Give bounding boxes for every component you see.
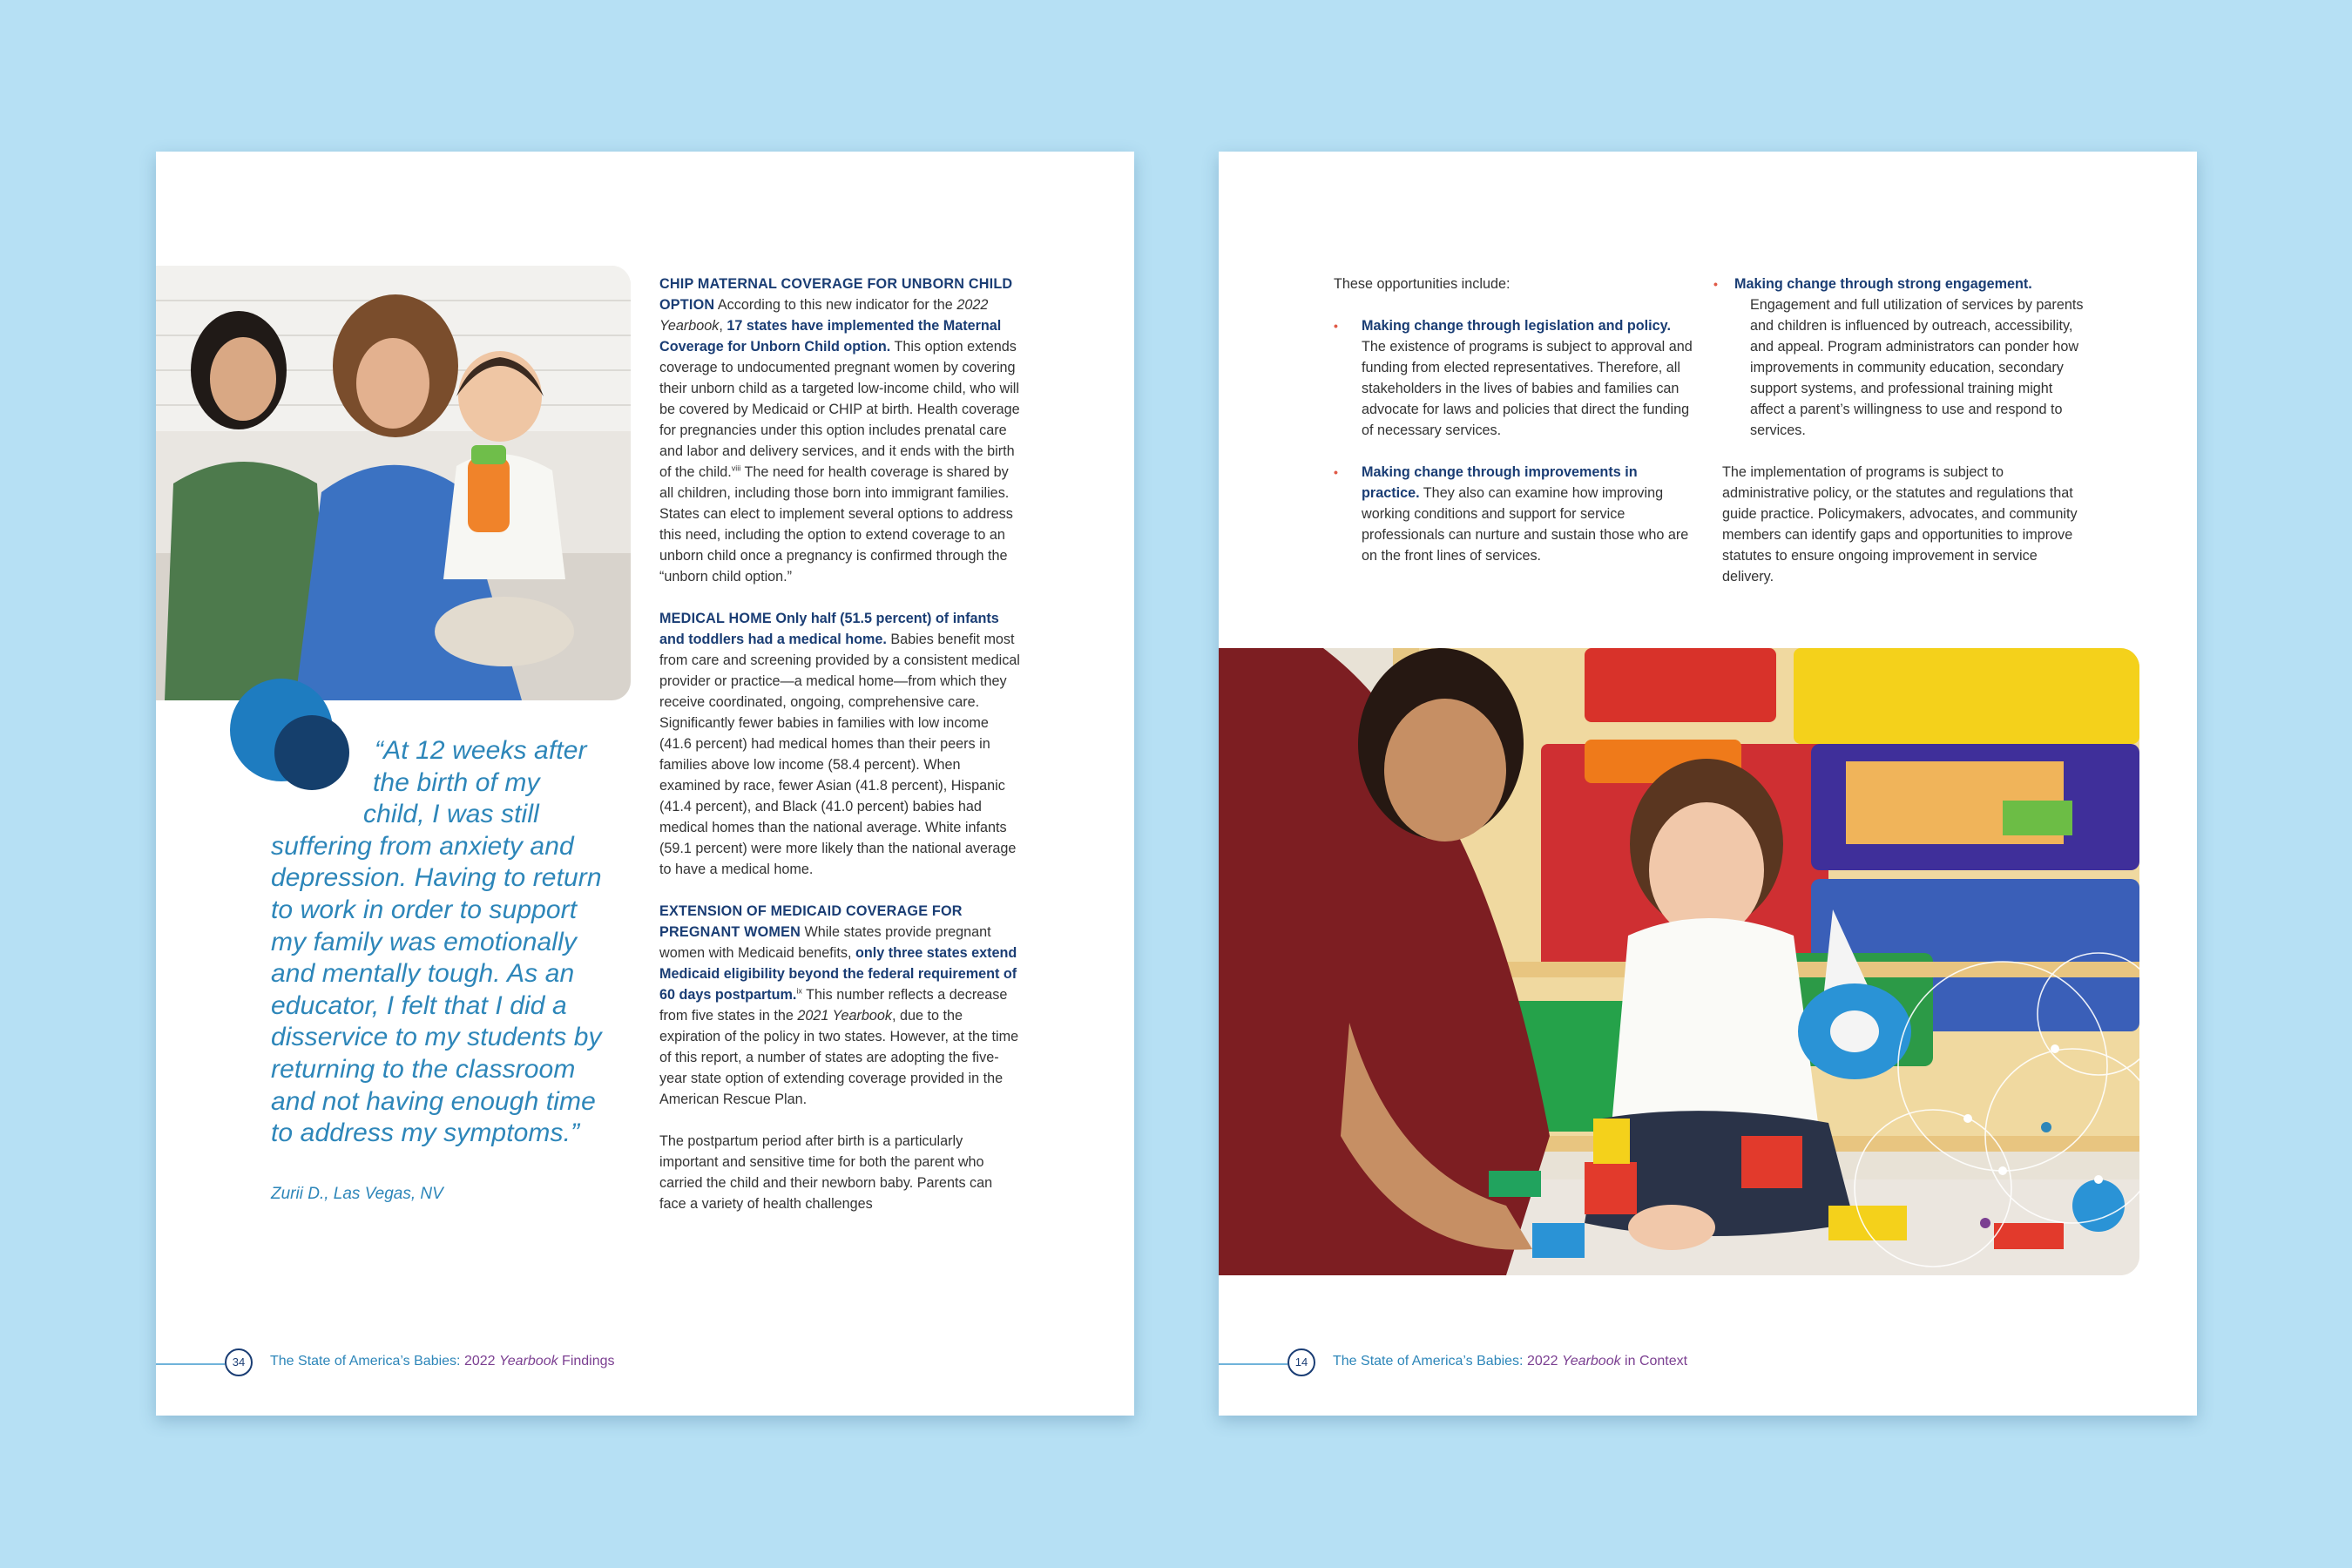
right-page bbox=[1219, 152, 2197, 1416]
list-item: • Making change through legislation and policy. The existence of programs is subject to approval and funding from elected representatives. Therefore, all stakeholders in the lives of babies and families can advocate for laws and policies that direct the funding of necessary services. bbox=[1334, 315, 1695, 441]
quote-attribution: Zurii D., Las Vegas, NV bbox=[271, 1185, 443, 1203]
quote-line: “At 12 weeks after bbox=[375, 736, 587, 765]
right-text-col-2 bbox=[1713, 274, 2084, 608]
pull-quote bbox=[271, 735, 645, 1150]
family-photo-image bbox=[156, 266, 631, 700]
quote-line: and mentally tough. As an bbox=[271, 959, 575, 989]
opportunity-list bbox=[1334, 315, 1695, 566]
list-item: • Making change through improvements in practice. They also can examine how improving working conditions and support for service professionals can nurture and sustain those who are on the front lines of services. bbox=[1334, 462, 1695, 566]
quote-line: my family was emotionally bbox=[271, 927, 577, 956]
play-photo bbox=[1219, 648, 2139, 1275]
footer-rule bbox=[156, 1363, 225, 1365]
page-footer bbox=[156, 1348, 1134, 1380]
quote-line: disservice to my students by bbox=[271, 1023, 602, 1052]
left-page bbox=[156, 152, 1134, 1416]
right-text-col-1 bbox=[1334, 274, 1695, 587]
footnote-marker: ix bbox=[796, 986, 802, 996]
footnote-marker: viii bbox=[731, 463, 741, 473]
family-photo bbox=[156, 266, 631, 700]
chip-heading: CHIP MATERNAL COVERAGE FOR UNBORN CHILD OPTION bbox=[659, 276, 1013, 313]
quote-line: suffering from anxiety and bbox=[271, 831, 574, 861]
opportunity-list-cont bbox=[1713, 274, 2084, 441]
quote-line: educator, I felt that I did a bbox=[271, 990, 567, 1020]
bullet-icon: • bbox=[1713, 277, 1718, 291]
page-number: 34 bbox=[225, 1348, 253, 1376]
footer-title: The State of America’s Babies: 2022 Yearbook in Context bbox=[1333, 1354, 1688, 1369]
bullet-icon: • bbox=[1334, 319, 1338, 333]
left-text-column bbox=[659, 274, 1020, 1235]
implementation-paragraph: The implementation of programs is subject to administrative policy, or the statutes and regulations that guide practice. Policymakers, advocates, and community members can identify gaps and opportunities to improve statutes to ensure ongoing improvement in service delivery. bbox=[1722, 464, 2078, 585]
bullet-icon: • bbox=[1334, 465, 1338, 479]
chip-paragraph: CHIP MATERNAL COVERAGE FOR UNBORN CHILD OPTION According to this new indicator for the 2022 Yearbook, 17 states have implemented the Maternal Coverage for Unborn Child option. This option extends coverage to undocumented pregnant women by covering their unborn child as a targeted low-income child, who will be covered by Medicaid or CHIP at birth. Health coverage for pregnancies under this option includes prenatal care and labor and delivery services, and it ends with the birth of the child.$^{viii}$ The need for health coverage is shared by all children, including those born into immigrant families. States can elect to implement several options to address this need, including the option to extend coverage to an unborn child once a pregnancy is confirmed through the “unborn child option.” bbox=[659, 276, 1020, 585]
footer-title: The State of America’s Babies: 2022 Yearbook Findings bbox=[270, 1354, 615, 1369]
intro-text: These opportunities include: bbox=[1334, 276, 1511, 292]
quote-line: the birth of my bbox=[373, 767, 540, 797]
postpartum-paragraph: The postpartum period after birth is a particularly important and sensitive time for both the parent who carried the child and their newborn baby. Parents can face a variety of health challenges bbox=[659, 1133, 993, 1212]
medical-home-paragraph: MEDICAL HOME Only half (51.5 percent) of infants and toddlers had a medical home. Babies benefit most from care and screening provided by a consistent medical provider or practice—a medical home—from which they receive coordinated, ongoing, comprehensive care. Significantly fewer babies in families with low income (41.6 percent) had medical homes than their peers in families above low income (58.4 percent). When examined by race, fewer Asian (41.8 percent), Hispanic (41.4 percent), and Black (41.0 percent) babies had medical homes than the national average. White infants (59.1 percent) were more likely than the national average to have a medical home. bbox=[659, 611, 1020, 877]
list-item: • Making change through strong engagement. Engagement and full utilization of services by parents and children is influenced by outreach, accessibility, and appeal. Program administrators can ponder how improvements in community education, secondary support systems, and professional training might affect a parent’s willingness to use and respond to services. bbox=[1722, 274, 2084, 441]
quote-line: depression. Having to return bbox=[271, 863, 602, 893]
medicaid-heading: EXTENSION OF MEDICAID COVERAGE FOR PREGNANT WOMEN bbox=[659, 903, 963, 940]
page-footer bbox=[1219, 1348, 2197, 1380]
play-photo-image bbox=[1219, 648, 2139, 1275]
quote-line: and not having enough time bbox=[271, 1086, 596, 1116]
footer-rule bbox=[1219, 1363, 1288, 1365]
quote-line: child, I was still bbox=[363, 800, 539, 829]
page-number: 14 bbox=[1288, 1348, 1315, 1376]
medical-home-heading: MEDICAL HOME bbox=[659, 611, 772, 626]
medicaid-paragraph: EXTENSION OF MEDICAID COVERAGE FOR PREGNANT WOMEN While states provide pregnant women with Medicaid benefits, only three states extend Medicaid eligibility beyond the federal requirement of 60 days postpartum.$^{ix}$ This number reflects a decrease from five states in the 2021 Yearbook, due to the expiration of the policy in two states. However, at the time of this report, a number of states are adopting the five-year state option of extending coverage provided in the American Rescue Plan. bbox=[659, 903, 1019, 1107]
quote-line: to address my symptoms.” bbox=[271, 1119, 580, 1148]
quote-line: returning to the classroom bbox=[271, 1054, 576, 1084]
quote-line: to work in order to support bbox=[271, 895, 578, 924]
